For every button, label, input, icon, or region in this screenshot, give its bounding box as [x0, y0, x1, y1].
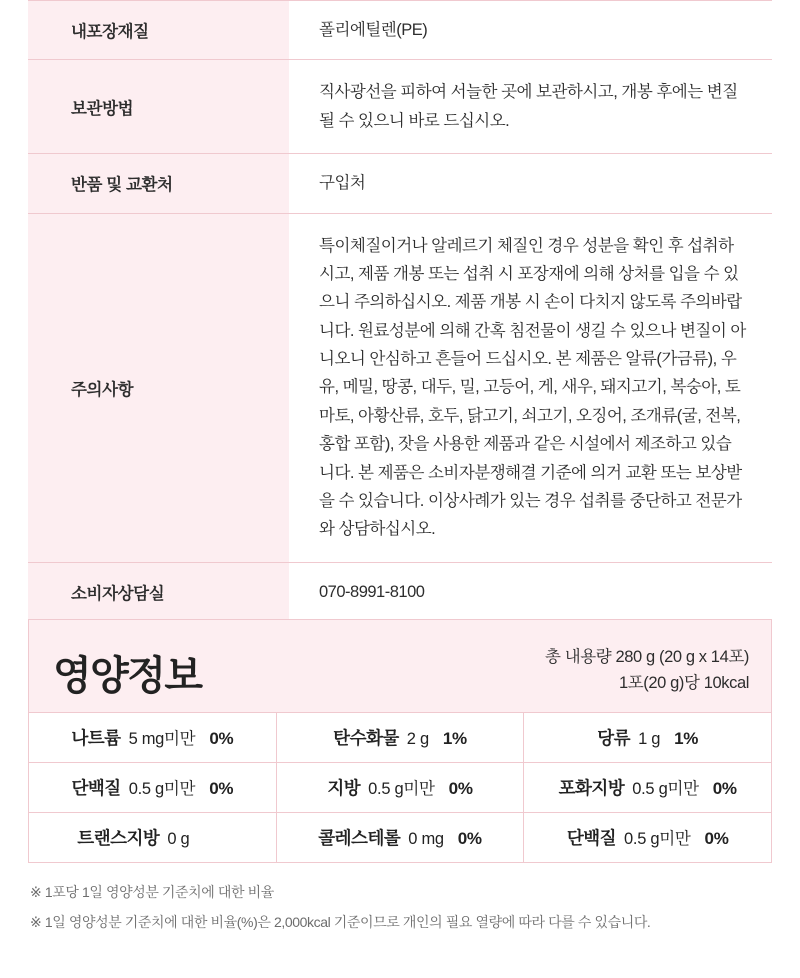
footnote-item: ※ 1포당 1일 영양성분 기준치에 대한 비율: [30, 884, 274, 900]
nutrient-cell: [277, 713, 525, 762]
nutrient-percent: 0%: [209, 729, 234, 748]
nutrient-value: 0.5 g미만: [128, 780, 196, 798]
info-value: 특이체질이거나 알레르기 체질인 경우 성분을 확인 후 섭취하시고, 제품 개봉 또는 섭취 시 포장재에 의해 상처를 입을 수 있으니 주의하십시오. 제품 개봉 시 손이 다치지 않도록 주의바랍니다. 원료성분에 의해 간혹 침전물이 생길 수 있으나 변질이 아니오니 안심하고 흔들어 드십시오. 본 제품은 알류(가금류), 우유, 메밀, 땅콩, 대두, 밀, 고등어, 게, 새우, 돼지고기, 복숭아, 토마토, 아황산류, 호두, 닭고기, 쇠고기, 오징어, 조개류(굴, 전복, 홍합 포함), 잣을 사용한 제품과 같은 시설에서 제조하고 있습니다. 본 제품은 소비자분쟁해결 기준에 의거 교환 또는 보상받을 수 있습니다. 이상사례가 있는 경우 섭취를 중단하고 전문가와 상담하십시오.: [289, 213, 772, 562]
nutrient-percent: 1%: [442, 729, 467, 748]
info-value: 직사광선을 피하여 서늘한 곳에 보관하시고, 개봉 후에는 변질될 수 있으니 바로 드십시오.: [289, 60, 772, 154]
nutrient-percent: 0%: [209, 779, 234, 798]
table-row: [28, 60, 772, 154]
info-value: 구입처: [289, 154, 772, 213]
nutrient-name: 콜레스테롤: [318, 828, 401, 848]
nutrient-cell: [277, 813, 525, 862]
nutrient-name: 당류: [597, 728, 631, 748]
nutrition-title: 영양정보: [53, 654, 202, 698]
nutrient-name: 트랜스지방: [77, 828, 160, 848]
nutrient-percent: 0%: [712, 779, 737, 798]
nutrient-name: 나트륨: [71, 728, 121, 748]
nutrient-cell: [29, 813, 277, 862]
nutrition-header: [29, 620, 771, 712]
per-serving-calories: 1포(20 g)당 10kcal: [618, 674, 749, 693]
nutrient-name: 단백질: [566, 828, 617, 848]
info-value: 070-8991-8100: [289, 562, 772, 621]
nutrient-value: 0 g: [167, 830, 190, 848]
info-label: 반품 및 교환처: [28, 154, 289, 213]
nutrition-amounts: [545, 644, 749, 700]
info-label: 소비자상담실: [28, 562, 289, 621]
nutrient-percent: 0%: [704, 829, 729, 848]
table-row: [28, 562, 772, 621]
nutrient-value: 0.5 g미만: [368, 780, 435, 798]
nutrition-facts-panel: [28, 619, 772, 863]
info-label: 내포장재질: [28, 1, 289, 60]
footnotes: [30, 884, 774, 944]
info-label: 주의사항: [28, 213, 289, 562]
info-label: 보관방법: [28, 60, 289, 154]
info-value: 폴리에틸렌(PE): [289, 1, 772, 60]
nutrient-percent: 1%: [674, 729, 699, 748]
nutrient-percent: 0%: [457, 829, 482, 848]
nutrient-percent: 0%: [448, 779, 473, 798]
nutrient-value: 2 g: [406, 730, 429, 748]
nutrient-name: 지방: [327, 778, 361, 798]
total-amount: 총 내용량 280 g (20 g x 14포): [544, 647, 749, 666]
nutrient-value: 0.5 g미만: [632, 780, 699, 798]
nutrient-value: 0 mg: [408, 830, 444, 848]
footnote-item: ※ 1일 영양성분 기준치에 대한 비율(%)은 2,000kcal 기준이므로 개인의 필요 열량에 따라 다를 수 있습니다.: [30, 913, 651, 930]
nutrient-value: 1 g: [638, 730, 661, 748]
product-info-table: [28, 0, 772, 622]
nutrient-value: 5 mg미만: [128, 730, 196, 748]
nutrient-value: 0.5 g미만: [624, 830, 691, 848]
nutrient-cell: [277, 763, 525, 812]
nutrient-cell: [29, 763, 277, 812]
nutrient-name: 탄수화물: [333, 728, 399, 748]
nutrition-grid: [29, 712, 771, 862]
nutrient-cell: [524, 813, 771, 862]
nutrition-row: [29, 763, 771, 813]
nutrition-row: [29, 813, 771, 862]
nutrient-cell: [524, 713, 771, 762]
table-row: [28, 1, 772, 60]
nutrient-cell: [29, 713, 277, 762]
table-row: [28, 213, 772, 562]
nutrient-name: 단백질: [71, 778, 121, 798]
nutrient-cell: [524, 763, 771, 812]
nutrient-name: 포화지방: [558, 778, 625, 798]
table-row: [28, 154, 772, 213]
nutrition-row: [29, 713, 771, 763]
